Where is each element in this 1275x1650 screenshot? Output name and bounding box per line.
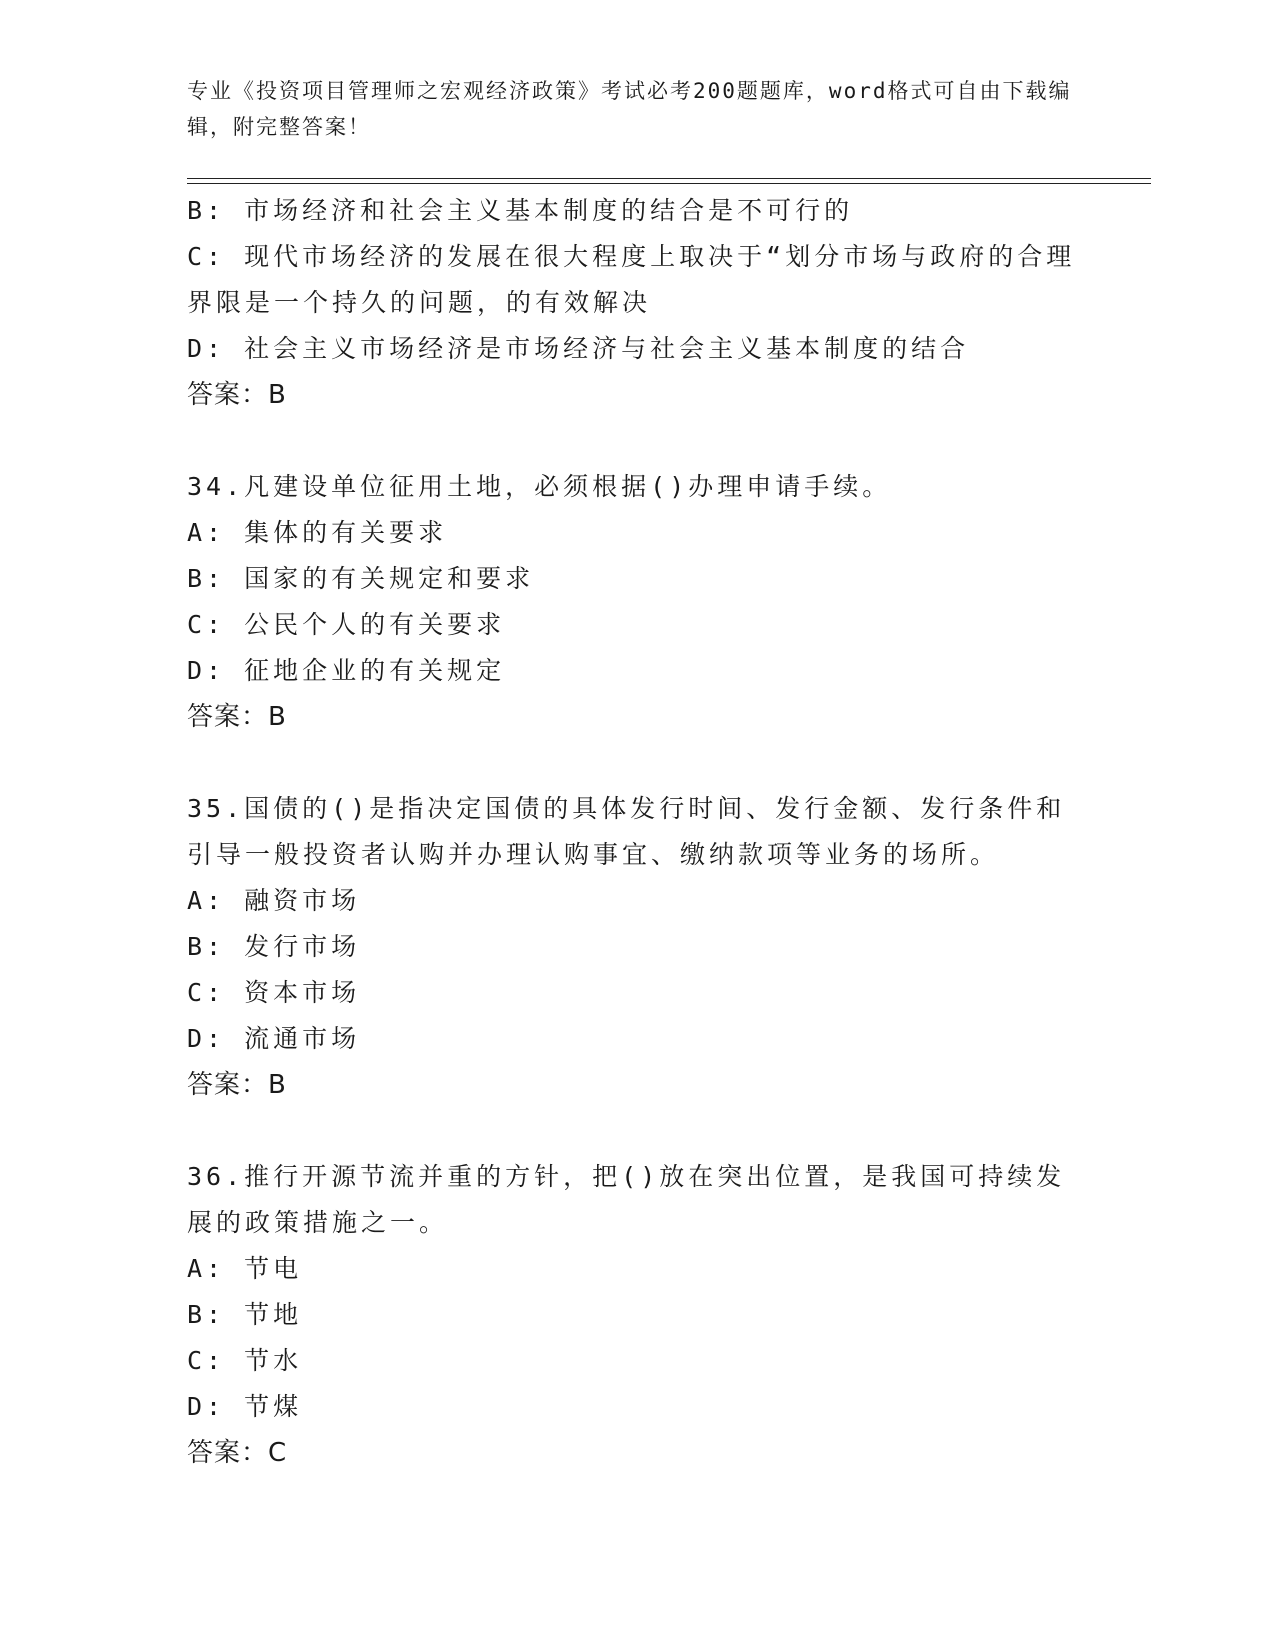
option-c: C: 现代市场经济的发展在很大程度上取决于“划分市场与政府的合理界限是一个持久的问题，的有效解决 [187,242,1076,317]
answer-text: 答案：B [187,702,287,732]
question-stem: 34.凡建设单位征用土地，必须根据()办理申请手续。 [187,472,892,501]
option-c: C: 节水 [187,1346,303,1375]
header-divider-bottom [187,183,1151,184]
option-b: B: 节地 [187,1300,303,1329]
option-b: B: 发行市场 [187,932,361,961]
answer-text: 答案：B [187,1070,287,1100]
option-d: D: 征地企业的有关规定 [187,656,506,685]
option-d: D: 社会主义市场经济是市场经济与社会主义基本制度的结合 [187,334,970,363]
option-c: C: 公民个人的有关要求 [187,610,506,639]
option-a: A: 融资市场 [187,886,361,915]
option-d: D: 流通市场 [187,1024,361,1053]
answer-text: 答案：B [187,380,287,410]
question-list [187,188,1087,1476]
option-a: A: 节电 [187,1254,303,1283]
question-block-33 [187,188,1087,418]
question-block-34 [187,464,1087,740]
spacer [187,1108,1087,1154]
header-divider-top [187,178,1151,179]
question-block-36 [187,1154,1087,1476]
option-b: B: 国家的有关规定和要求 [187,564,535,593]
option-d: D: 节煤 [187,1392,303,1421]
document-header: 专业《投资项目管理师之宏观经济政策》考试必考200题题库，word格式可自由下载编辑，附完整答案！ [187,79,1072,139]
option-a: A: 集体的有关要求 [187,518,448,547]
option-b: B: 市场经济和社会主义基本制度的结合是不可行的 [187,196,854,225]
spacer [187,418,1087,464]
question-stem: 36.推行开源节流并重的方针，把()放在突出位置，是我国可持续发展的政策措施之一。 [187,1162,1066,1237]
question-block-35 [187,786,1087,1108]
spacer [187,740,1087,786]
question-stem: 35.国债的()是指决定国债的具体发行时间、发行金额、发行条件和引导一般投资者认购并办理认购事宜、缴纳款项等业务的场所。 [187,794,1066,869]
option-c: C: 资本市场 [187,978,361,1007]
answer-text: 答案：C [187,1438,288,1468]
